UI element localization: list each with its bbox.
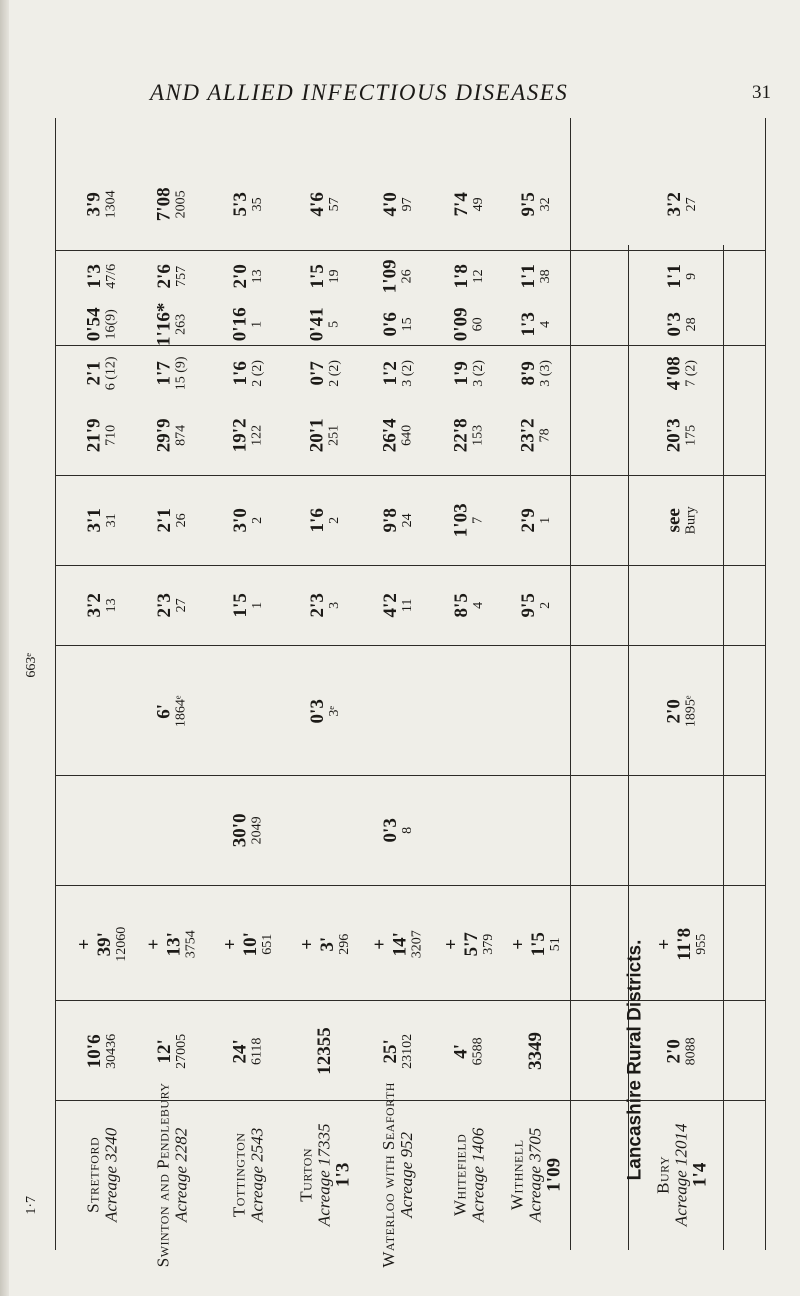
column-3-cell: [137, 780, 207, 880]
cell-value: 97: [399, 197, 415, 211]
column-7-cell: [212, 400, 284, 470]
column-10-cell: [506, 253, 566, 299]
cell-value: Acreage 17335: [314, 1123, 334, 1227]
cell-value: 12355: [314, 1027, 336, 1075]
change-cell: [646, 890, 718, 998]
district-name: [289, 1105, 361, 1245]
cell-value: 757: [173, 265, 189, 287]
cell-value: 3754: [183, 930, 199, 958]
cell-value: 2 (2): [326, 359, 342, 387]
cell-value: 2: [326, 516, 342, 524]
cell-value: 263: [173, 313, 189, 335]
column-6-cell: [137, 478, 207, 562]
cell-value: 6118: [249, 1037, 265, 1065]
cell-value: 0'6: [379, 311, 401, 337]
cell-value: 1'7: [153, 360, 175, 386]
cell-value: 1: [537, 516, 553, 524]
column-9-cell: [212, 300, 284, 348]
cell-value: 1'5: [306, 263, 328, 289]
row-divider: [55, 775, 765, 776]
district-name: [364, 1082, 432, 1268]
population-cell: [289, 1005, 361, 1097]
column-3-cell: [506, 780, 566, 880]
cell-value: 3207: [409, 930, 425, 958]
column-8-cell: [646, 348, 718, 398]
cell-value: 7: [470, 516, 486, 524]
cell-value: 23102: [399, 1033, 415, 1069]
column-4-cell: [72, 650, 132, 772]
cell-value: 4'08: [663, 356, 685, 390]
cell-value: 4: [537, 320, 553, 328]
cell-value: 12: [470, 269, 486, 283]
cell-value: 1'3: [83, 263, 105, 289]
cell-value: 20'3: [663, 418, 685, 452]
cell-value: 32: [537, 197, 553, 211]
population-cell: [212, 1005, 284, 1097]
cell-value: Acreage 3705: [525, 1127, 545, 1223]
cell-value: 1'03: [450, 503, 472, 537]
cell-value: +: [73, 938, 95, 950]
cell-value: 51: [547, 937, 563, 951]
cell-value: 2 (2): [249, 359, 265, 387]
cell-value: 0'09: [450, 307, 472, 341]
column-4-cell: [506, 650, 566, 772]
column-8-cell: [289, 348, 361, 398]
cell-value: 39': [93, 931, 115, 957]
cell-value: 60: [470, 317, 486, 331]
cell-value: 27: [683, 197, 699, 211]
cell-value: 15: [399, 317, 415, 331]
cell-value: 24': [229, 1038, 251, 1064]
cell-value: 5: [326, 320, 342, 328]
column-11-cell: [364, 160, 432, 248]
cell-value: 9'5: [517, 191, 539, 217]
cell-value: +: [440, 938, 462, 950]
cell-value: 0'3: [379, 817, 401, 843]
cell-value: 153: [470, 424, 486, 446]
column-10-cell: [646, 253, 718, 299]
cell-value: Acreage 952: [397, 1132, 417, 1218]
cell-value: Acreage 2543: [247, 1127, 267, 1223]
table-left-border: [55, 118, 56, 1250]
cell-value: 8'9: [517, 360, 539, 386]
cell-value: 16(9): [103, 308, 119, 340]
cell-value: 9'5: [517, 592, 539, 618]
cell-value: 78: [537, 428, 553, 442]
cell-value: 9: [683, 272, 699, 280]
district-name: [137, 1082, 207, 1268]
cell-value: 1'09: [379, 259, 401, 293]
cell-value: 3349: [525, 1032, 547, 1070]
column-7-cell: [72, 400, 132, 470]
change-cell: [212, 890, 284, 998]
side-mark: 663ᵉ: [23, 652, 39, 678]
cell-value: 4': [450, 1043, 472, 1059]
cell-value: 26: [399, 269, 415, 283]
column-8-cell: [436, 348, 502, 398]
cell-value: 9'8: [379, 507, 401, 533]
cell-value: 1'1: [663, 263, 685, 289]
cell-value: 2'9: [517, 507, 539, 533]
column-3-cell: [212, 780, 284, 880]
cell-value: 1'3: [331, 1162, 353, 1188]
column-10-cell: [364, 253, 432, 299]
cell-value: 31: [103, 513, 119, 527]
cell-value: Acreage 2282: [171, 1127, 190, 1223]
cell-value: 2'0: [663, 1038, 685, 1064]
cell-value: 0'3: [306, 698, 328, 724]
cell-value: +: [507, 938, 529, 950]
cell-value: 3'1: [83, 507, 105, 533]
cell-value: 1'6: [229, 360, 251, 386]
row-divider: [55, 475, 765, 476]
cell-value: Acreage 1406: [468, 1127, 488, 1223]
note-cell: [289, 120, 361, 160]
cell-value: Waterloo with Seaforth: [379, 1082, 399, 1268]
cell-value: 1304: [103, 190, 119, 218]
column-6-cell: [436, 478, 502, 562]
cell-value: 3'2: [663, 191, 685, 217]
row-divider: [55, 250, 765, 251]
cell-value: 651: [259, 933, 275, 955]
cell-value: 955: [693, 933, 709, 955]
cell-value: Swinton and Pendlebury: [153, 1082, 173, 1268]
column-4-cell: [212, 650, 284, 772]
cell-value: 2'3: [153, 592, 175, 618]
cell-value: 25': [379, 1038, 401, 1064]
column-4-cell: [646, 650, 718, 772]
column-7-cell: [436, 400, 502, 470]
column-9-cell: [289, 300, 361, 348]
column-4-cell: [289, 650, 361, 772]
column-7-cell: [289, 400, 361, 470]
cell-value: 6': [153, 703, 175, 719]
side-mark: 1·7: [23, 1195, 39, 1215]
cell-value: 122: [249, 424, 265, 446]
column-4-cell: [436, 650, 502, 772]
column-10-cell: [72, 253, 132, 299]
change-cell: [506, 890, 566, 998]
population-cell: [506, 1005, 566, 1097]
cell-value: 2'6: [153, 263, 175, 289]
cell-value: 13': [163, 931, 185, 957]
change-cell: [137, 890, 207, 998]
population-cell: [364, 1005, 432, 1097]
column-5-cell: [506, 568, 566, 642]
column-5-cell: [137, 568, 207, 642]
cell-value: 3 (2): [399, 359, 415, 387]
cell-value: see: [663, 507, 685, 533]
cell-value: 1'6: [306, 507, 328, 533]
cell-value: 2'3: [306, 592, 328, 618]
column-5-cell: [72, 568, 132, 642]
district-name: [72, 1105, 132, 1245]
column-6-cell: [212, 478, 284, 562]
population-cell: [436, 1005, 502, 1097]
page-edge: [0, 0, 9, 1296]
cell-value: 3 (2): [470, 359, 486, 387]
cell-value: 6 (12): [103, 356, 119, 390]
column-3-cell: [436, 780, 502, 880]
cell-value: 3'2: [83, 592, 105, 618]
cell-value: 23'2: [517, 418, 539, 452]
cell-value: 14': [389, 931, 411, 957]
cell-value: 640: [399, 424, 415, 446]
cell-value: Acreage 12014: [671, 1123, 691, 1227]
cell-value: 26'4: [379, 418, 401, 452]
cell-value: Withnell: [507, 1139, 527, 1211]
column-5-cell: [646, 568, 718, 642]
change-cell: [72, 890, 132, 998]
cell-value: 2'1: [83, 360, 105, 386]
district-name: [646, 1105, 718, 1245]
cell-value: Whitefield: [450, 1133, 470, 1217]
cell-value: 30'0: [229, 813, 251, 847]
column-10-cell: [212, 253, 284, 299]
column-6-cell: [364, 478, 432, 562]
note-cell: [212, 120, 284, 160]
running-header: AND ALLIED INFECTIOUS DISEASES: [150, 80, 569, 105]
cell-value: 251: [326, 424, 342, 446]
cell-value: 29'9: [153, 418, 175, 452]
column-7-cell: [646, 400, 718, 470]
cell-value: 38: [537, 269, 553, 283]
cell-value: Bury: [683, 506, 699, 534]
column-3-cell: [364, 780, 432, 880]
cell-value: 3'9: [83, 191, 105, 217]
cell-value: 28: [683, 317, 699, 331]
cell-value: 1: [249, 320, 265, 328]
column-5-cell: [212, 568, 284, 642]
cell-value: 2: [537, 601, 553, 609]
cell-value: 6588: [470, 1037, 486, 1065]
district-name: [212, 1105, 284, 1245]
column-8-cell: [506, 348, 566, 398]
cell-value: 874: [173, 424, 189, 446]
cell-value: 26: [173, 513, 189, 527]
cell-value: 10': [239, 931, 261, 957]
cell-value: 296: [336, 933, 352, 955]
cell-value: Tottington: [229, 1132, 249, 1218]
cell-value: 1'8: [450, 263, 472, 289]
change-cell: [289, 890, 361, 998]
cell-value: 5'3: [229, 191, 251, 217]
column-6-cell: [289, 478, 361, 562]
cell-value: 35: [249, 197, 265, 211]
column-11-cell: [646, 160, 718, 248]
column-10-cell: [436, 253, 502, 299]
cell-value: 2005: [173, 190, 189, 218]
column-4-cell: [137, 650, 207, 772]
cell-value: 19: [326, 269, 342, 283]
population-cell: [646, 1005, 718, 1097]
cell-value: 1'1: [517, 263, 539, 289]
population-cell: [72, 1005, 132, 1097]
row-divider: [55, 565, 765, 566]
cell-value: 7'08: [153, 187, 175, 221]
cell-value: 2: [249, 516, 265, 524]
cell-value: 1'3: [517, 311, 539, 337]
column-11-cell: [289, 160, 361, 248]
district-name: [436, 1105, 502, 1245]
cell-value: 3: [326, 601, 342, 609]
column-8-cell: [364, 348, 432, 398]
cell-value: 2'0: [663, 698, 685, 724]
column-9-cell: [137, 300, 207, 348]
column-9-cell: [364, 300, 432, 348]
cell-value: 1'5: [229, 592, 251, 618]
cell-value: 175: [683, 424, 699, 446]
cell-value: 3ᵉ: [326, 705, 342, 717]
cell-value: 27005: [173, 1033, 189, 1069]
cell-value: 3': [316, 936, 338, 952]
cell-value: 710: [103, 424, 119, 446]
cell-value: Turton: [296, 1148, 316, 1202]
table-right-border: [765, 118, 766, 1250]
column-8-cell: [212, 348, 284, 398]
cell-value: 0'7: [306, 360, 328, 386]
cell-value: 2049: [249, 816, 265, 844]
cell-value: 49: [470, 197, 486, 211]
cell-value: 7 (2): [683, 359, 699, 387]
column-7-cell: [137, 400, 207, 470]
column-9-cell: [436, 300, 502, 348]
cell-value: 13: [103, 598, 119, 612]
column-8-cell: [137, 348, 207, 398]
cell-value: 2'1: [153, 507, 175, 533]
column-11-cell: [72, 160, 132, 248]
column-3-cell: [72, 780, 132, 880]
cell-value: 4: [470, 601, 486, 609]
column-6-cell: [646, 478, 718, 562]
column-5-cell: [289, 568, 361, 642]
cell-value: 0'54: [83, 307, 105, 341]
cell-value: 1'2: [379, 360, 401, 386]
cell-value: 12': [153, 1038, 175, 1064]
cell-value: 4'6: [306, 191, 328, 217]
column-11-cell: [137, 160, 207, 248]
column-5-cell: [364, 568, 432, 642]
cell-value: 1'09: [542, 1158, 564, 1192]
cell-value: 21'9: [83, 418, 105, 452]
cell-value: 13: [249, 269, 265, 283]
note-cell: [364, 120, 432, 160]
cell-value: 3 (3): [537, 359, 553, 387]
note-cell: [506, 120, 566, 160]
cell-value: 30436: [103, 1033, 119, 1069]
column-9-cell: [506, 300, 566, 348]
cell-value: 27: [173, 598, 189, 612]
cell-value: +: [653, 938, 675, 950]
cell-value: +: [369, 938, 391, 950]
cell-value: +: [296, 938, 318, 950]
column-11-cell: [212, 160, 284, 248]
cell-value: 22'8: [450, 418, 472, 452]
cell-value: 8088: [683, 1037, 699, 1065]
column-3-cell: [289, 780, 361, 880]
cell-value: 7'4: [450, 191, 472, 217]
change-cell: [436, 890, 502, 998]
cell-value: 47/6: [103, 263, 119, 289]
cell-value: 20'1: [306, 418, 328, 452]
cell-value: 24: [399, 513, 415, 527]
change-cell: [364, 890, 432, 998]
column-6-cell: [506, 478, 566, 562]
cell-value: 0'3: [663, 311, 685, 337]
page-number: 31: [752, 82, 771, 103]
cell-value: 2'0: [229, 263, 251, 289]
column-8-cell: [72, 348, 132, 398]
cell-value: 57: [326, 197, 342, 211]
cell-value: Bury: [653, 1155, 673, 1195]
column-7-cell: [364, 400, 432, 470]
column-9-cell: [72, 300, 132, 348]
population-cell: [137, 1005, 207, 1097]
cell-value: 1895ᵉ: [683, 695, 699, 727]
cell-value: 1864ᵉ: [173, 695, 189, 727]
cell-value: 1'4: [688, 1162, 710, 1188]
cell-value: 10'6: [83, 1034, 105, 1068]
cell-value: 0'16: [229, 307, 251, 341]
cell-value: 15 (9): [173, 356, 189, 390]
cell-value: +: [219, 938, 241, 950]
cell-value: 12060: [113, 926, 129, 962]
column-10-cell: [137, 253, 207, 299]
cell-value: 1: [249, 601, 265, 609]
cell-value: 8: [399, 826, 415, 834]
cell-value: 3'0: [229, 507, 251, 533]
cell-value: Acreage 3240: [101, 1127, 121, 1223]
cell-value: 0'41: [306, 307, 328, 341]
cell-value: 1'5: [527, 931, 549, 957]
cell-value: 11: [399, 598, 415, 612]
column-11-cell: [436, 160, 502, 248]
note-cell: [137, 120, 207, 160]
district-name: [506, 1105, 566, 1245]
cell-value: 379: [480, 933, 496, 955]
cell-value: 4'0: [379, 191, 401, 217]
cell-value: 19'2: [229, 418, 251, 452]
cell-value: +: [143, 938, 165, 950]
cell-value: 8'5: [450, 592, 472, 618]
cell-value: 1'9: [450, 360, 472, 386]
cell-value: Stretford: [83, 1137, 103, 1213]
row-divider: [55, 645, 765, 646]
section-heading: Lancashire Rural Districts.: [624, 939, 646, 1181]
column-4-cell: [364, 650, 432, 772]
column-5-cell: [436, 568, 502, 642]
column-10-cell: [289, 253, 361, 299]
column-6-cell: [72, 478, 132, 562]
cell-value: 5'7: [460, 931, 482, 957]
column-7-cell: [506, 400, 566, 470]
cell-value: 1'16*: [153, 302, 175, 346]
column-3-cell: [646, 780, 718, 880]
column-9-cell: [646, 300, 718, 348]
column-11-cell: [506, 160, 566, 248]
note-cell: [72, 120, 132, 160]
cell-value: 4'2: [379, 592, 401, 618]
cell-value: 11'8: [673, 927, 695, 961]
